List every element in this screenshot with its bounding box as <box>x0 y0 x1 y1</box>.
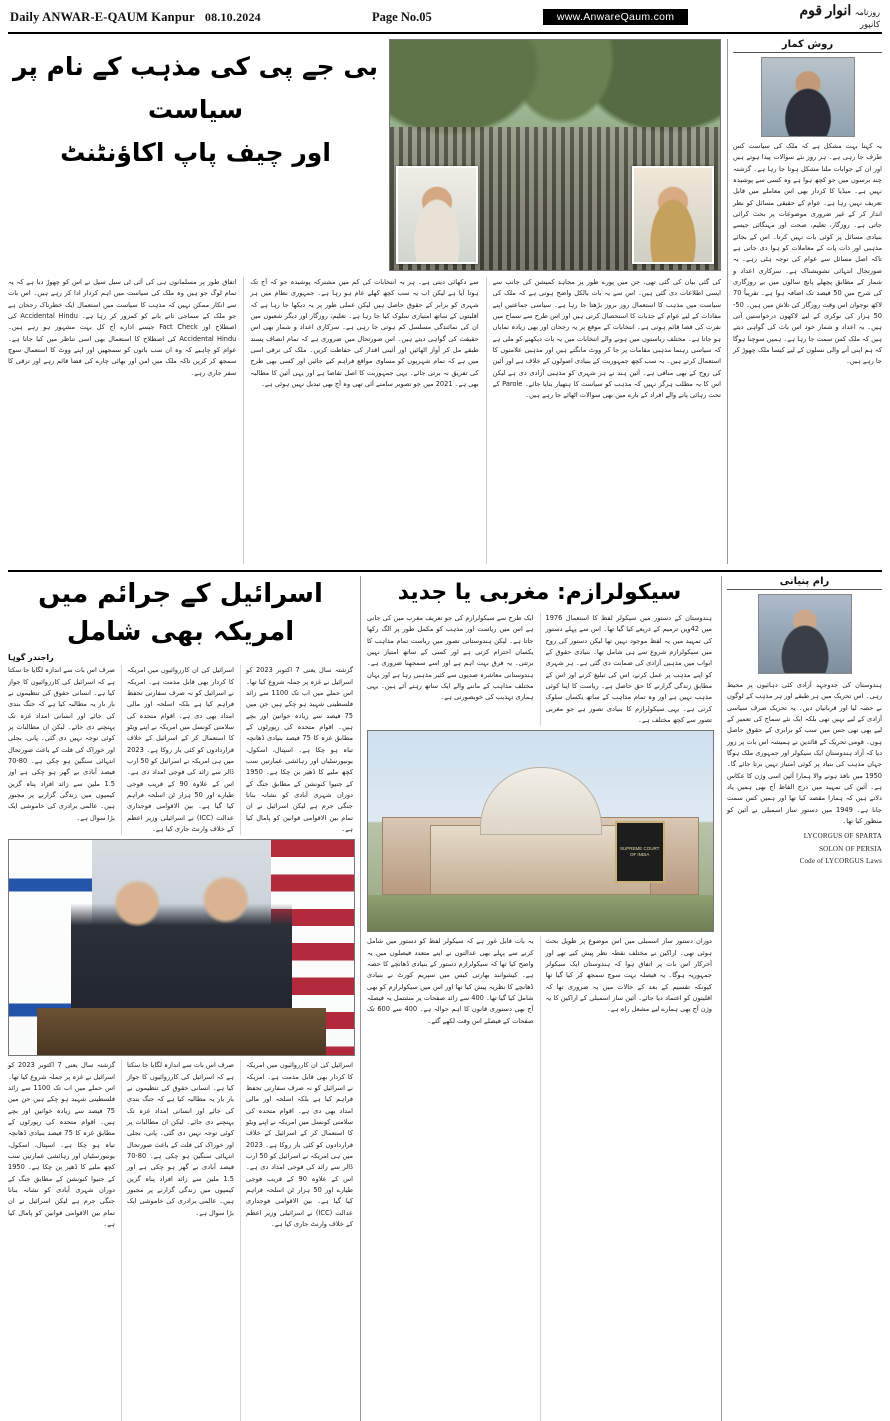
lead-headline-row <box>8 39 721 271</box>
rail-article-body: یہ کہنا بہت مشکل ہے کہ ملک کی سیاست کس طرف جا رہی ہے۔ ہر روز نئے سوالات پیدا ہوتے ہیں اور ان کے جوابات ملنا مشکل ہوتا جا رہا ہے۔ گزشتہ چند برسوں میں جو کچھ ہوا ہے وہ کسی سے پوشیدہ نہیں ہے۔ میڈیا کا کردار بھی اس معاملے میں قابل تعریف نہیں رہا ہے۔ عوام کے حقیقی مسائل کو نظر انداز کر کے غیر ضروری موضوعات پر بحث کرائی جاتی ہے۔ روزگار، تعلیم، صحت اور مہنگائی جیسے بنیادی مسائل پر کوئی بات نہیں کرتا۔ اس کے بجائے مذہبی اور ذات پات کے معاملات کو ہوا دی جاتی ہے تاکہ اصل مسائل سے عوام کی توجہ ہٹی رہے۔ یہ صورتحال انتہائی تشویشناک ہے۔ سرکاری اعداد و شمار کے مطابق پچھلے پانچ سالوں میں بے روزگاری کی شرح میں 50 فیصد تک اضافہ ہوا ہے۔ تقریباً 70 لاکھ نوجوان اس وقت روزگار کی تلاش میں ہیں۔ 50-50 ہزار کی نوکری کے لیے لاکھوں درخواستیں آتی ہیں۔ یہ اعداد و شمار خود اس بات کی گواہی دیتے ہیں کہ ملک کس سمت جا رہا ہے۔ ہمیں سوچنا ہوگا کہ ہم اپنی آنے والی نسلوں کے لیے کیسا ملک چھوڑ کر جا رہے ہیں۔ <box>733 142 882 366</box>
opinion-rail-top <box>727 39 882 564</box>
court-nameplate: SUPREME COURT OF INDIA <box>615 821 665 883</box>
lead-headline <box>8 39 383 174</box>
israel-bottom-columns <box>8 1060 353 1421</box>
israel-top-columns <box>8 665 353 835</box>
lead-headline-line1: بی جے پی کی مذہب کے نام پر سیاست <box>12 52 379 124</box>
israel-column-2: اسرائیل کی ان کارروائیوں میں امریکہ کا کردار بھی قابل مذمت ہے۔ امریکہ نے اسرائیل کو نہ صرف سفارتی تحفظ فراہم کیا ہے بلکہ اسلحہ اور مالی امداد بھی دی ہے۔ اقوام متحدہ کی سلامتی کونسل میں امریکہ نے اپنے ویٹو کا استعمال کر کے اسرائیل کے خلاف قراردادوں کو کئی بار روکا ہے۔ 2023 میں ہی امریکہ نے اسرائیل کو 50 ارب ڈالر سے زائد کی فوجی امداد دی ہے۔ اس کے علاوہ 90 کے قریب فوجی طیارے اور 50 ہزار ٹن اسلحہ فراہم کیا گیا ہے۔ بین الاقوامی فوجداری عدالت (ICC) نے اسرائیلی وزیر اعظم کے خلاف وارنٹ جاری کیا ہے۔ <box>121 665 234 835</box>
israel-column-3: صرف اس بات سے اندازہ لگایا جا سکتا ہے کہ اسرائیل کی کارروائیوں کا جواز کیا ہے۔ انسانی حقوق کی تنظیموں نے بار بار یہ مطالبہ کیا ہے کہ جنگ بندی کی جائے اور انسانی امداد غزہ تک پہنچنے دی جائے۔ لیکن ان مطالبات پر کوئی توجہ نہیں دی گئی۔ پانی، بجلی اور خوراک کی قلت کے باعث صورتحال انتہائی سنگین ہو چکی ہے۔ 80-70 فیصد آبادی بے گھر ہو چکی ہے اور 1.5 ملین سے زائد افراد پناہ گزین کیمپوں میں زندگی گزارنے پر مجبور ہیں۔ عالمی برادری کی خاموشی ایک بڑا سوال ہے۔ <box>8 666 115 822</box>
israel-column-5: صرف اس بات سے اندازہ لگایا جا سکتا ہے کہ اسرائیل کی کارروائیوں کا جواز کیا ہے۔ انسانی حقوق کی تنظیموں نے بار بار یہ مطالبہ کیا ہے کہ جنگ بندی کی جائے اور انسانی امداد غزہ تک پہنچنے دی جائے۔ لیکن ان مطالبات پر کوئی توجہ نہیں دی گئی۔ پانی، بجلی اور خوراک کی قلت کے باعث صورتحال انتہائی سنگین ہو چکی ہے۔ 80-70 فیصد آبادی بے گھر ہو چکی ہے اور 1.5 ملین سے زائد افراد پناہ گزین کیمپوں میں زندگی گزارنے پر مجبور ہیں۔ عالمی برادری کی خاموشی ایک بڑا سوال ہے۔ <box>121 1060 234 1421</box>
court-dome <box>480 767 602 835</box>
paper-name: Daily ANWAR-E-QAUM Kanpur <box>10 9 195 24</box>
lead-photo <box>389 39 721 271</box>
supreme-court-photo <box>367 730 714 932</box>
israel-column-1: گزشتہ سال یعنی 7 اکتوبر 2023 کو اسرائیل نے غزہ پر حملہ شروع کیا تھا۔ اس حملے میں اب تک 1100 سے زائد فلسطینی شہید ہو چکے ہیں جن میں 75 فیصد سے زیادہ خواتین اور بچے ہیں۔ اقوام متحدہ کی رپورٹوں کے مطابق غزہ کا 75 فیصد بنیادی ڈھانچہ تباہ ہو چکا ہے۔ اسپتال، اسکول، یونیورسٹیاں اور رہائشی عمارتیں سب کچھ ملبے کا ڈھیر بن چکا ہے۔ 1950 کے جنیوا کنونشن کے مطابق جنگ کے دوران شہری آبادی کو نشانہ بنانا جنگی جرم ہے لیکن اسرائیل نے ان تمام بین الاقوامی قوانین کو پامال کیا ہے۔ <box>240 665 353 835</box>
publication-date: 08.10.2024 <box>204 9 261 24</box>
secularism-headline: سیکولرازم: مغربی یا جدید <box>397 580 682 605</box>
secularism-column-3: دوران دستور ساز اسمبلی میں اس موضوع پر طویل بحث ہوئی تھی۔ اراکین نے مختلف نقطہ نظر پیش کیے تھے اور آخرکار اس بات پر اتفاق ہوا کہ ہندوستان ایک سیکولر جمہوریہ ہوگا۔ یہ فیصلہ بہت سوچ سمجھ کر کیا گیا تھا کیونکہ تقسیم کے بعد کے حالات میں یہ ضروری تھا کہ اقلیتوں کو اعتماد دیا جائے۔ آئین ساز اسمبلی کے اراکین کا یہ وژن آج بھی ہمارے لیے مشعل راہ ہے۔ <box>540 936 713 1421</box>
court-lawn <box>368 895 713 931</box>
article-secularism <box>360 576 714 1421</box>
podium-table <box>37 1008 327 1055</box>
masthead <box>8 4 882 34</box>
lead-column-3: اتفاق طور پر مسلمانوں ہی کی آئی ٹی سیل سیل نے اس کو چھوڑ دیا ہے کہ یہ تمام لوگ جو ہیں وہ ملک کی سیاست میں اہم کردار ادا کر رہے ہیں۔ اس بات سے انکار ممکن نہیں کہ مذہب کا سیاست میں استعمال ایک خطرناک رجحان ہے جو ملک کے سماجی تانے بانے کو کمزور کر رہا ہے۔ Accidental Hindu کی اصطلاح اور Fact Check جیسے ادارے آج کل بہت مشہور ہو رہے ہیں۔ Accidental Hindu کی اصطلاح کا استعمال بھی اسی تناظر میں کیا جاتا ہے۔ عوام کو چاہیے کہ وہ ان سب باتوں کو سمجھیں اور اپنے ووٹ کا استعمال سوچ سمجھ کر کریں تاکہ ملک میں امن اور بھائی چارے کی فضا قائم رہے اور ترقی کا سفر جاری رہے۔ <box>8 278 237 377</box>
eng-term-4: Laws <box>866 856 882 865</box>
bottom-section <box>8 576 882 1421</box>
lead-body-columns <box>8 277 721 564</box>
secularism-top-columns <box>367 613 712 726</box>
urdu-paper-title <box>800 5 881 20</box>
masthead-urdu-logo <box>800 5 881 29</box>
israel-column-4: اسرائیل کی ان کارروائیوں میں امریکہ کا کردار بھی قابل مذمت ہے۔ امریکہ نے اسرائیل کو نہ صرف سفارتی تحفظ فراہم کیا ہے بلکہ اسلحہ اور مالی امداد بھی دی ہے۔ اقوام متحدہ کی سلامتی کونسل میں امریکہ نے اپنے ویٹو کا استعمال کر کے اسرائیل کے خلاف قراردادوں کو کئی بار روکا ہے۔ 2023 میں ہی امریکہ نے اسرائیل کو 50 ارب ڈالر سے زائد کی فوجی امداد دی ہے۔ اس کے علاوہ 90 کے قریب فوجی طیارے اور 50 ہزار ٹن اسلحہ فراہم کیا گیا ہے۔ بین الاقوامی فوجداری عدالت (ICC) نے اسرائیلی وزیر اعظم کے خلاف وارنٹ جاری کیا ہے۔ <box>240 1060 353 1421</box>
rail-bottom-body: ہندوستان کی جدوجہد آزادی کئی دہائیوں پر محیط رہی۔ اس تحریک میں ہر طبقے اور ہر مذہب کے لوگوں نے حصہ لیا اور قربانیاں دیں۔ یہ تحریک صرف سیاسی آزادی کے لیے نہیں تھی بلکہ ایک نئے سماج کی تعمیر کے لیے بھی تھی جس میں سب کو برابری کے حقوق حاصل ہوں۔ قومی تحریک کے قائدین نے ہمیشہ اس بات پر زور دیا کہ آزاد ہندوستان ایک سیکولر اور جمہوری ملک ہوگا جہاں مذہب کی بنیاد پر کوئی امتیاز نہیں برتا جائے گا۔ 1950 میں نافذ ہونے والا ہمارا آئین اسی وژن کا عکاس ہے۔ آئین کی تمہید میں درج الفاظ آج بھی ہمیں یاد دلاتے ہیں کہ ہمارا مقصد کیا تھا اور ہمیں کس سمت جانا ہے۔ 1949 میں دستور ساز اسمبلی نے آئین کو منظور کیا تھا۔ <box>727 681 882 825</box>
article-israel <box>8 576 353 1421</box>
lead-column-2: سے دکھائی دیتی ہے۔ ہر یہ انتخابات کی کم میں مشترکہ پوشیدہ جو کہ آج تک ہوتا آیا ہے لیکن اب یہ سب کچھ کھلے عام ہو رہا ہے۔ جمہوری نظام میں ہر شہری کو برابر کے حقوق حاصل ہیں لیکن عملی طور پر یہ دیکھا جا رہا ہے کہ اقلیتوں کے ساتھ امتیازی سلوک کیا جا رہا ہے۔ تعلیم، روزگار اور دیگر شعبوں میں ان کی نمائندگی مسلسل کم ہوتی جا رہی ہے۔ سرکاری اعداد و شمار بھی اس حقیقت کی گواہی دیتے ہیں۔ اس صورتحال میں ضروری ہے کہ تمام انصاف پسند طبقے مل کر آواز اٹھائیں اور آئینی اقدار کی حفاظت کریں۔ ملک کی ترقی اسی میں ہے کہ تمام شہریوں کو مساوی مواقع فراہم کیے جائیں اور کسی بھی طرح کی تفریق نہ برتی جائے۔ یہی جمہوریت کا اصل تقاضا ہے اور یہی آئین کا مطالبہ بھی ہے۔ 2021 میں جو تصویر سامنے آئی تھی وہ آج بھی تبدیل نہیں ہوئی ہے۔ <box>243 277 478 564</box>
author-photo-2 <box>758 594 852 674</box>
author-photo <box>761 57 855 137</box>
opinion-rail-bottom <box>721 576 882 1421</box>
secularism-column-2: ایک طرح سے سیکولرازم کی جو تعریف مغرب میں کی جاتی ہے اس میں ریاست اور مذہب کو مکمل طور پر الگ رکھا جاتا ہے۔ لیکن ہندوستانی تصور میں ریاست تمام مذاہب کا یکساں احترام کرتی ہے اور کسی کے ساتھ امتیاز نہیں برتتی۔ یہ فرق بہت اہم ہے اور اسے سمجھنا ضروری ہے۔ ہندوستانی معاشرہ صدیوں سے کثیر مذہبی رہا ہے اور یہاں مختلف مذاہب کے ماننے والے ایک ساتھ رہتے آئے ہیں۔ یہی ہماری تہذیب کی خوبصورتی ہے۔ <box>367 614 534 702</box>
masthead-left <box>10 10 261 25</box>
secularism-column-4: یہ بات قابل غور ہے کہ سیکولر لفظ کو دستور میں شامل کرنے سے پہلے بھی عدالتوں نے اپنے متعدد فیصلوں میں یہ واضح کیا تھا کہ سیکولرازم دستور کے بنیادی ڈھانچے کا حصہ ہے۔ کیشوانند بھارتی کیس میں سپریم کورٹ نے بنیادی ڈھانچے کا نظریہ پیش کیا تھا اور اس میں سیکولرازم کو بھی شامل کیا گیا تھا۔ 400 سے زائد صفحات پر مشتمل یہ فیصلہ آج بھی دستوری قانون کا اہم حوالہ ہے۔ 400 سے 600 تک صفحات کے فیصلے اس وقت لکھے گئے۔ <box>367 937 534 1025</box>
lead-column-1: کی گئی بیان کی گئی تھی، جن میں پورے طور پر مجاہد کمیشن کی جانب سے ایسی اطلاعات دی گئی ہیں۔ اس سے یہ بات بالکل واضح ہوتی ہے کہ ملک کی سیاست میں مذہب کا استعمال روز بروز بڑھتا جا رہا ہے۔ سیاسی جماعتیں اپنے مفادات کے لیے عوام کے جذبات کا استحصال کرتی ہیں اور اس طرح سے سماج میں نفرت کی فضا قائم ہوتی ہے۔ انتخابات کے موقع پر یہ رجحان اور بھی زیادہ نمایاں ہو جاتا ہے۔ مختلف ریاستوں میں ہونے والے انتخابات میں یہ بات دیکھنے کو ملی ہے کہ سیاسی رہنما مذہبی مقامات پر جا کر ووٹ مانگتے ہیں اور مذہبی علامتوں کا استعمال کرتے ہیں۔ یہ سب کچھ جمہوریت کے بنیادی اصولوں کے خلاف ہے اور آئین کی روح کے بھی منافی ہے۔ آئین ہند نے ہر شہری کو مذہبی آزادی دی ہے لیکن اس کا یہ مطلب ہرگز نہیں کہ مذہب کو سیاست کا ہتھیار بنایا جائے۔ Parole کے تحت رہائی پانے والے افراد کے بارے میں بھی سوالات اٹھائے جا رہے ہیں۔ <box>486 277 721 564</box>
section-divider <box>8 570 882 572</box>
lead-story <box>8 39 721 564</box>
urdu-prefix: روزنامہ <box>854 8 880 18</box>
rail-bottom-author-name: رام پنیانی <box>727 576 882 590</box>
israel-headline: اسرائیل کے جرائم میں امریکہ بھی شامل <box>38 579 323 647</box>
netanyahu-biden-photo <box>8 839 355 1056</box>
rail-bottom-eng-terms <box>727 830 882 867</box>
photo-inset-leader-2 <box>632 166 714 264</box>
eng-term-3: Code of LYCORGUS <box>799 856 864 865</box>
eng-term-1: LYCORGUS OF SPARTA <box>803 832 882 841</box>
page-number: Page No.05 <box>372 9 432 24</box>
urdu-city: کانپور <box>859 18 880 29</box>
top-section <box>8 39 882 564</box>
rail-author-name: روش کمار <box>733 39 882 53</box>
lead-headline-line2: اور چیف پاپ اکاؤنٹنٹ <box>60 138 331 167</box>
urdu-title-text: انوار قوم <box>799 4 852 20</box>
photo-inset-leader-1 <box>396 166 478 264</box>
secularism-bottom-columns <box>367 936 712 1421</box>
eng-term-2: SOLON OF PERSIA <box>819 844 882 853</box>
israel-byline: راجندر گوہا <box>8 653 54 663</box>
israel-column-6: گزشتہ سال یعنی 7 اکتوبر 2023 کو اسرائیل نے غزہ پر حملہ شروع کیا تھا۔ اس حملے میں اب تک 1100 سے زائد فلسطینی شہید ہو چکے ہیں جن میں 75 فیصد سے زیادہ خواتین اور بچے ہیں۔ اقوام متحدہ کی رپورٹوں کے مطابق غزہ کا 75 فیصد بنیادی ڈھانچہ تباہ ہو چکا ہے۔ اسپتال، اسکول، یونیورسٹیاں اور رہائشی عمارتیں سب کچھ ملبے کا ڈھیر بن چکا ہے۔ 1950 کے جنیوا کنونشن کے مطابق جنگ کے دوران شہری آبادی کو نشانہ بنانا جنگی جرم ہے لیکن اسرائیل نے ان تمام بین الاقوامی قوانین کو پامال کیا ہے۔ <box>8 1061 115 1228</box>
website-url[interactable]: www.AnwareQaum.com <box>543 9 688 25</box>
secularism-column-1: ہندوستان کے دستور میں سیکولر لفظ کا استعمال 1976 میں 42ویں ترمیم کے ذریعے کیا گیا تھا۔ اس سے پہلے دستور کی تمہید میں یہ لفظ موجود نہیں تھا لیکن دستور کی روح میں سیکولرازم شروع سے ہی شامل تھا۔ بنیادی حقوق کے ابواب میں مذہبی آزادی کی ضمانت دی گئی ہے۔ ہر شہری کو اپنے مذہب پر عمل کرنے، اس کی تبلیغ کرنے اور اس کے مطابق زندگی گزارنے کا حق حاصل ہے۔ ریاست کا اپنا کوئی مذہب نہیں ہے اور وہ تمام مذاہب کے ساتھ یکساں سلوک کرتی ہے۔ یہی سیکولرازم کا بنیادی تصور ہے جو مغربی تصور سے کچھ مختلف ہے۔ <box>540 613 713 726</box>
